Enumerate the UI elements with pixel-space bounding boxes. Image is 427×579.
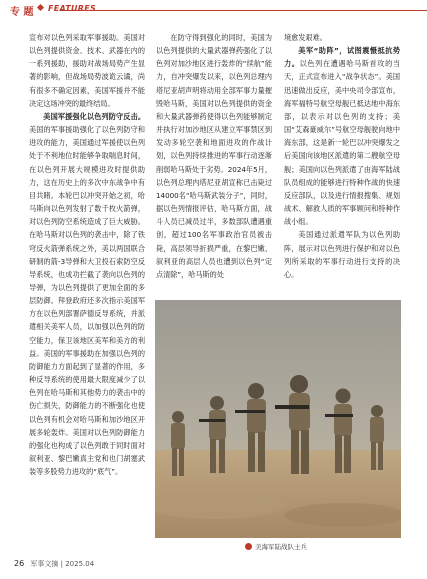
section-heading: 美军“助阵”，试图震慑抵抗势力。 — [284, 46, 400, 69]
header-rule — [60, 10, 427, 11]
section-heading: 美国军援强化以色列防守反击。 — [43, 111, 145, 121]
paragraph: 以色列在遭遇哈马斯首攻的当天，正式宣布进入“战争状态”。美国迅速做出反应，美中央司令部宣布，海军福特号航空母舰已抵达地中海东部，以表示对以色列的支持；美国“艾森豪威尔”号航空母舰驶向地中海东部，这是新一轮巴以冲突爆发之后美国向该地区派遣的第二艘航空母舰；美国向以色列派遣了由海军陆战队员组成的能够进行特种作战的快速反应部队，以及进行情报搜集、规划战术、解救人质的军事顾问和特种作战小组。 — [284, 59, 400, 227]
paragraph: 宣布对以色列采取军事援助。美国对以色列提供资金、技术、武器在内的一系列援助，援助对战场局势产生显著的影响，但战场局势波诡云谲，尚有很多不确定因素，美国军援并不能决定这场冲突的最终结局。 — [29, 33, 145, 108]
page-footer — [14, 559, 94, 569]
caption-text: 美海军陆战队士兵 — [255, 543, 307, 551]
article-column-3 — [284, 31, 400, 281]
photo-caption — [245, 542, 307, 551]
section-title: 专 题 — [10, 7, 34, 18]
page-header — [0, 0, 427, 22]
page-number: 26 — [14, 559, 25, 568]
diamond-icon — [37, 4, 44, 11]
article-column-2 — [156, 31, 272, 281]
publication-info: 军事文摘 | 2025.04 — [30, 560, 95, 568]
paragraph: 在防守得到强化的同时，美国为以色列提供的大量武器弹药强化了以色列对加沙地区进行轰炸的“续航”能力，自冲突爆发以来，以色列总理内塔尼亚胡声明将动用全部军事力量摧毁哈马斯，美国对以色列提供的资金和大量武器弹药使得以色列能够制定并执行对加沙地区从建立军事禁区到发动多轮空袭和地面进攻的作战计划，以色列持续推进的军事行动逐渐削弱哈马斯处于劣势。2024年5月，以色列总理内塔尼亚胡宣称已击毙过14000名“哈马斯武装分子”，同时，据以色列情报评估，哈马斯方面，战斗人员已减员过半，多数部队遭遇重创，超过100名军事政治官员被击毙，高层领导折损严重，在黎巴嫩、叙利亚的高层人员也遭到以色列“定点清除”，哈马斯的处 — [156, 33, 272, 279]
paragraph: 美国的军事援助强化了以色列防守和进攻的能力，美国通过军援使以色列处于不利地位时能够争取喘息时间，在以色列开展大规模进攻时提供助力，这在历史上的多次中东战争中有目共睹。本轮巴以冲突开始之初，哈马斯向以色列发射了数千枚火箭弹，对以色列防空系统造成了巨大威胁。在哈马斯对以色列的袭击中，除了铁穹反火箭弹系统之外，美以两国联合研制的箭-3导弹和大卫投石索防空反导系统，也成功拦截了袭向以色列的导弹，为以色列提供了更加全面的多层防御。拜登政府还多次指示美国军方在以色列部署萨德反导系统，并派遣相关美军人员，以加强以色列的防空能力，保卫该地区美军和美方的利益。美国的军事援助在加强以色列的防御能力方面起到了显著的作用，多种反导系统的使用最大限度减少了以色列在哈马斯和其他势力的袭击中的伤亡损失，防御能力的不断强化也使以色列有机会对哈马斯和加沙地区开展多轮轰炸。美国对以色列防御能力的强化也构成了以色列敢于同时面对叙利亚、黎巴嫩真主党和也门胡塞武装等多股势力进攻的“底气”。 — [29, 125, 145, 477]
marines-photo — [155, 300, 401, 538]
paragraph: 境愈发艰难。 — [284, 33, 327, 42]
marines-photo-illustration — [155, 300, 401, 538]
article-column-1 — [29, 31, 145, 478]
section-title-en: FEATURES — [48, 4, 97, 13]
paragraph: 美国通过派遣军队为以色列助阵，展示对以色列进行保护和对以色列所采取的军事行动进行支持的决心。 — [284, 230, 400, 279]
camera-icon — [245, 543, 252, 550]
